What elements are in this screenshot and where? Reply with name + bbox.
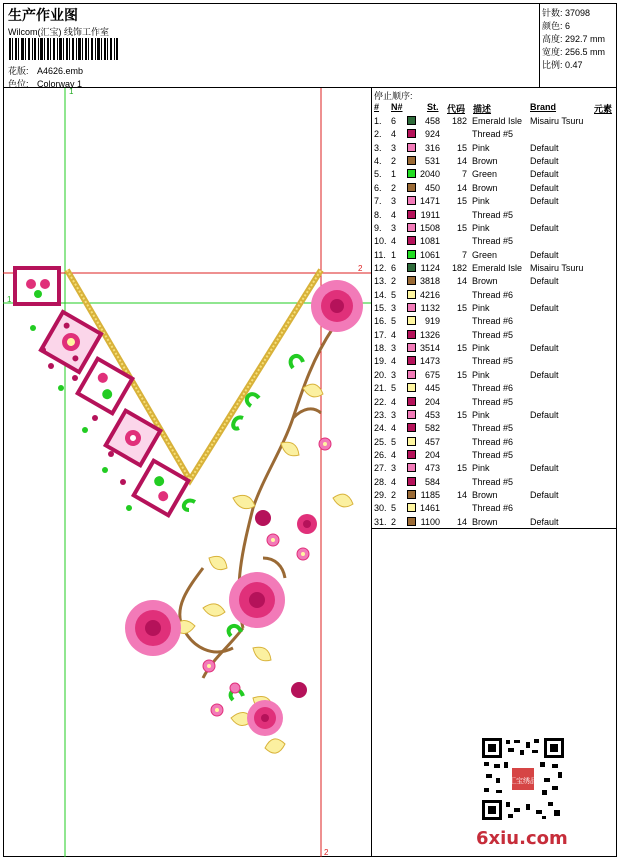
color-swatch [407, 503, 416, 512]
row-needle: 3 [391, 222, 397, 233]
row-stitches: 1081 [419, 236, 440, 247]
row-description: Brown [472, 182, 498, 193]
row-stitches: 919 [424, 316, 440, 327]
row-description: Pink [472, 303, 490, 314]
color-swatch [407, 223, 416, 232]
row-description: Emerald Isle [472, 116, 523, 126]
row-description: Pink [472, 142, 490, 153]
col-header-needle: N# [391, 102, 403, 112]
row-number: 26. [374, 450, 387, 460]
row-needle: 5 [391, 503, 397, 514]
row-brand: Misairu Tsuru [530, 262, 584, 273]
design-ratio: 比例: 0.47 [542, 60, 583, 70]
rose-middle [229, 572, 285, 628]
row-code: 182 [451, 262, 467, 273]
qr-code [482, 738, 564, 820]
row-stitches: 584 [424, 476, 440, 487]
row-needle: 2 [391, 490, 397, 501]
sequence-row [372, 142, 617, 155]
row-brand: Default [530, 196, 559, 207]
row-description: Pink [472, 463, 490, 474]
sequence-row [372, 396, 617, 409]
row-number: 17. [374, 329, 387, 340]
col-header-code: 代码 [447, 104, 466, 114]
color-swatch [407, 463, 416, 472]
color-swatch [407, 156, 416, 165]
color-swatch [407, 330, 416, 339]
row-number: 15. [374, 303, 387, 314]
row-stitches: 204 [424, 450, 440, 460]
guide-mark-1-left: 1 [7, 295, 12, 304]
rose-top-right [311, 280, 363, 332]
row-brand: Default [530, 182, 559, 193]
color-swatch [407, 437, 416, 446]
row-number: 20. [374, 369, 387, 380]
color-swatch [407, 343, 416, 352]
sequence-row [372, 369, 617, 382]
row-needle: 2 [391, 276, 397, 287]
row-description: Thread #6 [472, 503, 514, 514]
row-number: 6. [374, 182, 382, 193]
row-number: 29. [374, 490, 387, 501]
row-brand: Default [530, 169, 559, 180]
row-needle: 4 [391, 236, 397, 247]
row-stitches: 4216 [419, 289, 440, 300]
row-needle: 3 [391, 463, 397, 474]
row-needle: 4 [391, 423, 397, 434]
page-title: 生产作业图 [8, 8, 78, 24]
sequence-row [372, 249, 617, 262]
row-needle: 4 [391, 396, 397, 407]
row-code: 15 [456, 409, 467, 420]
row-needle: 4 [391, 329, 397, 340]
col-header-element: 元素 [594, 104, 613, 114]
sequence-row [372, 222, 617, 235]
row-code: 7 [461, 169, 467, 180]
sequence-row [372, 275, 617, 288]
row-number: 27. [374, 463, 387, 474]
row-needle: 5 [391, 316, 397, 327]
sequence-row [372, 195, 617, 208]
row-code: 14 [456, 276, 467, 287]
row-stitches: 531 [424, 156, 440, 167]
row-number: 11. [374, 249, 386, 260]
row-needle: 2 [391, 182, 397, 193]
col-header-stitches: St. [427, 102, 439, 112]
row-brand: Default [530, 463, 559, 474]
guide-mark-2-right: 2 [358, 264, 363, 273]
row-number: 12. [374, 262, 387, 273]
row-stitches: 1508 [419, 222, 440, 233]
row-stitches: 453 [424, 409, 440, 420]
row-stitches: 204 [424, 396, 440, 407]
col-header-num: # [374, 102, 380, 112]
row-needle: 6 [391, 262, 397, 273]
sequence-row [372, 502, 617, 515]
row-description: Pink [472, 196, 490, 207]
row-description: Thread #6 [472, 316, 514, 327]
row-stitches: 450 [424, 182, 440, 193]
sequence-row [372, 436, 617, 449]
barcode-graphic [9, 38, 119, 60]
row-description: Thread #6 [472, 289, 514, 300]
stats-panel [540, 3, 617, 88]
row-number: 22. [374, 396, 387, 407]
left-diamond-band [15, 268, 188, 515]
row-brand: Default [530, 303, 559, 314]
row-stitches: 924 [424, 129, 440, 140]
sequence-row [372, 329, 617, 342]
guide-mark-1-top: 1 [69, 88, 74, 96]
row-stitches: 1473 [419, 356, 440, 367]
sequence-row [372, 342, 617, 355]
design-height: 高度: 292.7 mm [542, 34, 606, 44]
row-needle: 4 [391, 129, 397, 140]
row-description: Thread #5 [472, 129, 514, 140]
sequence-row [372, 449, 617, 462]
color-swatch [407, 210, 416, 219]
row-description: Pink [472, 222, 490, 233]
row-needle: 3 [391, 303, 397, 314]
sequence-row [372, 182, 617, 195]
row-needle: 2 [391, 156, 397, 167]
row-brand: Default [530, 156, 559, 167]
row-description: Thread #5 [472, 450, 514, 460]
row-stitches: 3514 [419, 343, 440, 354]
color-swatch [407, 517, 416, 526]
row-needle: 6 [391, 116, 397, 126]
row-needle: 5 [391, 289, 397, 300]
color-swatch [407, 116, 416, 125]
row-brand: Default [530, 276, 559, 287]
colorway-label: 色位: [8, 79, 29, 89]
row-code: 14 [456, 156, 467, 167]
row-number: 31. [374, 516, 387, 527]
row-number: 30. [374, 503, 387, 514]
row-description: Thread #5 [472, 396, 514, 407]
floral-vine [125, 280, 363, 753]
row-brand: Default [530, 249, 559, 260]
sequence-row [372, 262, 617, 275]
panel-divider [372, 528, 617, 529]
row-code: 15 [456, 303, 467, 314]
row-number: 19. [374, 356, 387, 367]
row-number: 24. [374, 423, 387, 434]
stop-sequence-panel [371, 88, 617, 857]
color-swatch [407, 169, 416, 178]
row-stitches: 1132 [420, 303, 440, 314]
row-stitches: 316 [424, 142, 440, 153]
color-swatch [407, 183, 416, 192]
color-swatch [407, 370, 416, 379]
row-needle: 3 [391, 343, 397, 354]
row-needle: 3 [391, 142, 397, 153]
row-brand: Default [530, 490, 559, 501]
row-stitches: 473 [424, 463, 440, 474]
row-description: Thread #6 [472, 436, 514, 447]
row-stitches: 2040 [419, 169, 440, 180]
sequence-row [372, 115, 617, 128]
design-row [8, 64, 83, 77]
row-needle: 4 [391, 476, 397, 487]
sequence-row [372, 302, 617, 315]
col-header-desc: 描述 [473, 104, 492, 114]
row-needle: 4 [391, 356, 397, 367]
sequence-row [372, 476, 617, 489]
header-panel [3, 3, 540, 88]
color-swatch [407, 250, 416, 259]
colorway-value: Colorway 1 [37, 79, 83, 89]
design-width: 宽度: 256.5 mm [542, 47, 606, 57]
row-number: 14. [374, 289, 387, 300]
color-swatch [407, 303, 416, 312]
row-code: 15 [456, 196, 467, 207]
sequence-row [372, 155, 617, 168]
row-stitches: 1124 [420, 262, 440, 273]
row-needle: 1 [391, 169, 397, 180]
row-description: Thread #5 [472, 356, 514, 367]
design-canvas [3, 88, 371, 857]
row-stitches: 1461 [419, 503, 440, 514]
embroidery-preview [3, 88, 371, 857]
row-description: Pink [472, 343, 490, 354]
row-number: 16. [374, 316, 387, 327]
guide-mark-2-bottom: 2 [324, 848, 329, 857]
row-description: Brown [472, 516, 498, 527]
row-number: 7. [374, 196, 382, 207]
row-code: 15 [456, 343, 467, 354]
row-stitches: 1911 [420, 209, 440, 220]
row-number: 23. [374, 409, 387, 420]
row-number: 1. [374, 116, 382, 126]
row-needle: 2 [391, 516, 397, 527]
row-needle: 3 [391, 369, 397, 380]
row-needle: 4 [391, 209, 397, 220]
row-needle: 4 [391, 450, 397, 460]
sequence-row [372, 489, 617, 502]
sequence-row [372, 209, 617, 222]
seal-text: 汇宝绣品 [509, 777, 537, 785]
row-description: Thread #5 [472, 329, 514, 340]
color-count: 颜色: 6 [542, 21, 571, 31]
sequence-row [372, 355, 617, 368]
sequence-row [372, 462, 617, 475]
row-code: 15 [456, 369, 467, 380]
row-needle: 3 [391, 409, 397, 420]
color-swatch [407, 276, 416, 285]
row-description: Green [472, 169, 498, 180]
sequence-row [372, 422, 617, 435]
row-number: 4. [374, 156, 382, 167]
row-stitches: 675 [424, 369, 440, 380]
col-header-brand: Brand [530, 102, 557, 112]
row-description: Thread #6 [472, 383, 514, 394]
row-code: 182 [451, 116, 467, 126]
row-stitches: 445 [424, 383, 440, 394]
color-swatch [407, 143, 416, 152]
row-code: 15 [456, 463, 467, 474]
row-code: 15 [456, 142, 467, 153]
watermark-logo: 6xiu.com [476, 828, 568, 849]
row-number: 10. [374, 236, 387, 247]
row-description: Thread #5 [472, 423, 514, 434]
design-label: 花版: [8, 66, 29, 76]
row-number: 2. [374, 129, 382, 140]
row-number: 8. [374, 209, 382, 220]
color-swatch [407, 236, 416, 245]
row-stitches: 1185 [420, 490, 440, 501]
sequence-title: 停止顺序: [374, 91, 413, 101]
row-number: 28. [374, 476, 387, 487]
color-swatch [407, 290, 416, 299]
stitch-count: 针数: 37098 [542, 8, 591, 18]
row-needle: 3 [391, 196, 397, 207]
row-stitches: 1100 [420, 516, 440, 527]
color-swatch [407, 423, 416, 432]
color-swatch [407, 129, 416, 138]
row-description: Thread #5 [472, 236, 514, 247]
design-filename: A4626.emb [37, 66, 84, 76]
sequence-row [372, 382, 617, 395]
color-swatch [407, 263, 416, 272]
row-stitches: 1471 [419, 196, 440, 207]
row-number: 25. [374, 436, 387, 447]
row-description: Brown [472, 490, 498, 501]
row-description: Pink [472, 369, 490, 380]
row-code: 15 [456, 222, 467, 233]
row-code: 14 [456, 516, 467, 527]
color-swatch [407, 316, 416, 325]
row-number: 9. [374, 222, 382, 233]
row-stitches: 3818 [419, 276, 440, 287]
row-description: Brown [472, 276, 498, 287]
row-stitches: 457 [424, 436, 440, 447]
row-needle: 5 [391, 436, 397, 447]
color-swatch [407, 397, 416, 406]
row-number: 13. [374, 276, 387, 287]
row-description: Pink [472, 409, 490, 420]
row-stitches: 458 [424, 116, 440, 126]
row-needle: 1 [391, 249, 397, 260]
sequence-row [372, 516, 617, 529]
row-number: 21. [374, 383, 387, 394]
row-stitches: 1326 [419, 329, 440, 340]
row-description: Brown [472, 156, 498, 167]
sequence-row [372, 168, 617, 181]
color-swatch [407, 490, 416, 499]
row-brand: Default [530, 343, 559, 354]
sequence-row [372, 128, 617, 141]
row-code: 14 [456, 490, 467, 501]
row-code: 14 [456, 182, 467, 193]
row-number: 3. [374, 142, 382, 153]
row-brand: Default [530, 516, 559, 527]
rose-left [125, 600, 181, 656]
color-swatch [407, 450, 416, 459]
sequence-row [372, 315, 617, 328]
row-description: Emerald Isle [472, 262, 523, 273]
row-description: Green [472, 249, 498, 260]
color-swatch [407, 477, 416, 486]
rose-bottom [247, 700, 283, 736]
row-brand: Misairu Tsuru [530, 116, 584, 126]
row-stitches: 1061 [419, 249, 440, 260]
row-code: 7 [461, 249, 467, 260]
row-stitches: 582 [424, 423, 440, 434]
color-swatch [407, 196, 416, 205]
row-needle: 5 [391, 383, 397, 394]
color-swatch [407, 356, 416, 365]
sequence-row [372, 409, 617, 422]
sequence-row [372, 289, 617, 302]
sequence-row [372, 235, 617, 248]
row-brand: Default [530, 409, 559, 420]
row-brand: Default [530, 369, 559, 380]
row-description: Thread #5 [472, 209, 514, 220]
color-swatch [407, 410, 416, 419]
color-swatch [407, 383, 416, 392]
row-number: 5. [374, 169, 382, 180]
company-name: Wilcom(汇宝) 线饰工作室 [8, 27, 109, 37]
row-brand: Default [530, 142, 559, 153]
row-brand: Default [530, 222, 559, 233]
row-number: 18. [374, 343, 387, 354]
row-description: Thread #5 [472, 476, 514, 487]
